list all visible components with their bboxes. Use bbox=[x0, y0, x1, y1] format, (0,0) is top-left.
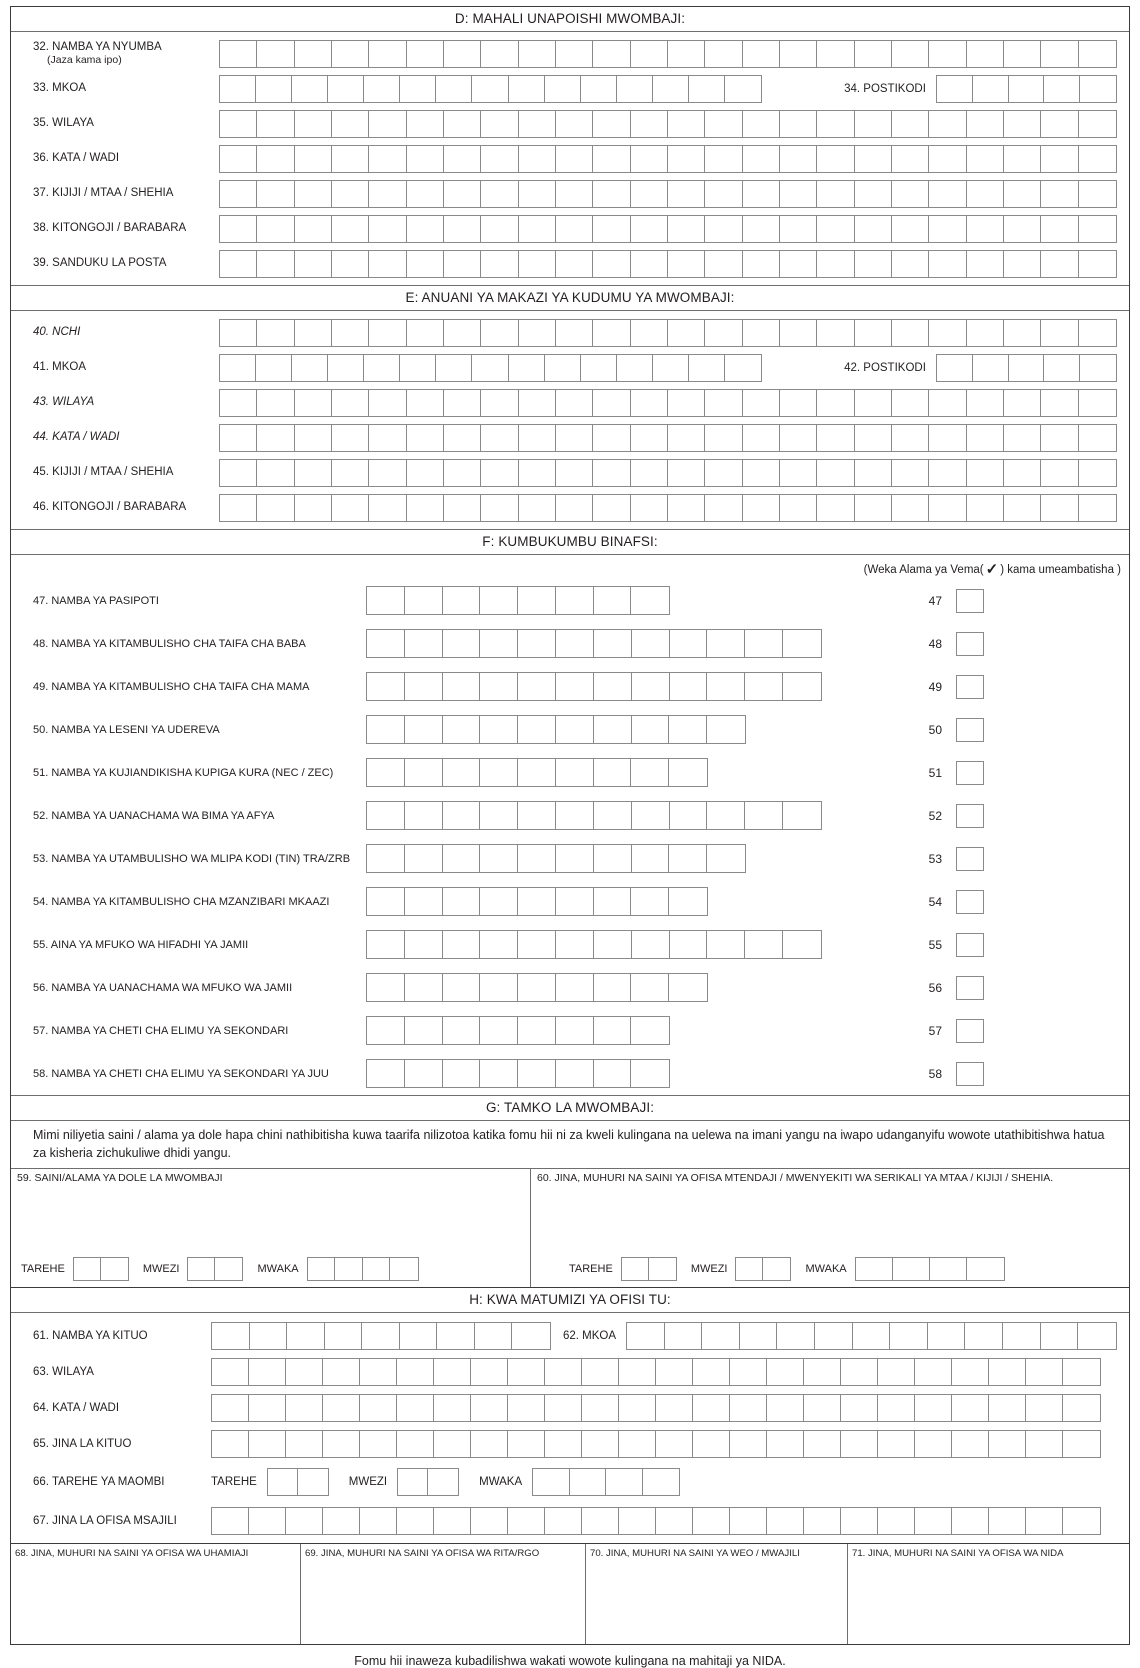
label-32 bbox=[11, 25, 219, 81]
input-grid-mwezi-66[interactable] bbox=[397, 1468, 459, 1496]
grid-wrap-51 bbox=[366, 758, 916, 787]
input-grid-mwaka-60[interactable] bbox=[855, 1257, 1005, 1281]
label-37: 37. KIJIJI / MTAA / SHEHIA bbox=[33, 187, 174, 200]
form-outer-border bbox=[10, 6, 1130, 1645]
label-43: 43. WILAYA bbox=[33, 396, 95, 409]
input-grid-65[interactable] bbox=[211, 1430, 1101, 1458]
attach-checkbox-56[interactable] bbox=[956, 976, 984, 1000]
field-row-37 bbox=[11, 178, 1117, 209]
field-row-47 bbox=[11, 579, 1129, 622]
attach-checkbox-52[interactable] bbox=[956, 804, 984, 828]
section-h-banner bbox=[11, 1288, 1129, 1313]
date-line-59 bbox=[21, 1257, 419, 1281]
signature-cell-60[interactable] bbox=[531, 1169, 1129, 1287]
field-row-38 bbox=[11, 213, 1117, 244]
input-grid-58[interactable] bbox=[366, 1059, 670, 1088]
field-row-40 bbox=[11, 317, 1117, 348]
grid-wrap-53 bbox=[366, 844, 916, 873]
row-number-48: 48 bbox=[928, 636, 942, 651]
input-grid-33[interactable] bbox=[219, 75, 762, 103]
input-grid-51[interactable] bbox=[366, 758, 708, 787]
check-mark-icon: ✓ bbox=[985, 561, 999, 578]
label-42-postikodi: 42. POSTIKODI bbox=[844, 361, 926, 374]
label-67: 67. JINA LA OFISA MSAJILI bbox=[33, 1514, 177, 1527]
officer-signature-quad bbox=[11, 1543, 1129, 1644]
field-row-43 bbox=[11, 387, 1117, 418]
row-number-54: 54 bbox=[928, 894, 942, 909]
input-grid-61[interactable] bbox=[211, 1322, 551, 1350]
input-grid-50[interactable] bbox=[366, 715, 746, 744]
input-grid-38[interactable] bbox=[219, 215, 1117, 243]
label-38: 38. KITONGOJI / BARABARA bbox=[33, 222, 187, 235]
label-mwezi-66: MWEZI bbox=[348, 1476, 388, 1489]
section-e-title: E: ANUANI YA MAKAZI YA KUDUMU YA MWOMBAJI: bbox=[405, 290, 735, 305]
label-60: 60. JINA, MUHURI NA SAINI YA OFISA MTENDAJI / MWENYEKITI WA SERIKALI YA MTAA / KIJIJI / SHEHIA. bbox=[537, 1172, 1054, 1185]
input-grid-37[interactable] bbox=[219, 180, 1117, 208]
section-g-banner bbox=[11, 1095, 1129, 1121]
label-45: 45. KIJIJI / MTAA / SHEHIA bbox=[33, 466, 174, 479]
input-grid-mwaka-66[interactable] bbox=[532, 1468, 680, 1496]
section-g-title: G: TAMKO LA MWOMBAJI: bbox=[485, 1100, 655, 1115]
input-grid-tarehe-60[interactable] bbox=[621, 1257, 677, 1281]
label-68: 68. JINA, MUHURI NA SAINI YA OFISA WA UHAMIAJI bbox=[15, 1548, 249, 1560]
date-line-60 bbox=[569, 1257, 1005, 1281]
label-53: 53. NAMBA YA UTAMBULISHO WA MLIPA KODI (TIN) TRA/ZRB bbox=[33, 852, 351, 865]
label-71: 71. JINA, MUHURI NA SAINI YA OFISA WA NIDA bbox=[852, 1548, 1064, 1560]
signature-cell-70[interactable] bbox=[586, 1544, 848, 1644]
label-mwezi-59: MWEZI bbox=[142, 1263, 180, 1276]
input-grid-44[interactable] bbox=[219, 424, 1117, 452]
label-55: 55. AINA YA MFUKO WA HIFADHI YA JAMII bbox=[33, 938, 249, 951]
label-59: 59. SAINI/ALAMA YA DOLE LA MWOMBAJI bbox=[17, 1172, 223, 1185]
field-row-48 bbox=[11, 622, 1129, 665]
field-row-50 bbox=[11, 708, 1129, 751]
input-grid-43[interactable] bbox=[219, 389, 1117, 417]
label-70: 70. JINA, MUHURI NA SAINI YA WEO / MWAJILI bbox=[590, 1548, 800, 1560]
label-39: 39. SANDUKU LA POSTA bbox=[33, 257, 167, 270]
row-number-55: 55 bbox=[928, 937, 942, 952]
signature-cell-69[interactable] bbox=[301, 1544, 586, 1644]
field-row-61 bbox=[11, 1319, 1117, 1352]
label-46: 46. KITONGOJI / BARABARA bbox=[33, 501, 187, 514]
input-grid-62[interactable] bbox=[626, 1322, 1117, 1350]
field-row-41 bbox=[11, 352, 1117, 383]
field-row-63 bbox=[11, 1355, 1117, 1388]
input-grid-40[interactable] bbox=[219, 319, 1117, 347]
label-33: 33. MKOA bbox=[33, 82, 87, 95]
input-grid-35[interactable] bbox=[219, 110, 1117, 138]
attach-checkbox-47[interactable] bbox=[956, 589, 984, 613]
input-grid-42[interactable] bbox=[936, 354, 1117, 382]
input-grid-57[interactable] bbox=[366, 1016, 670, 1045]
input-grid-64[interactable] bbox=[211, 1394, 1101, 1422]
input-grid-34[interactable] bbox=[936, 75, 1117, 103]
row-number-57: 57 bbox=[928, 1023, 942, 1038]
section-d-title: D: MAHALI UNAPOISHI MWOMBAJI: bbox=[454, 11, 686, 26]
row-number-53: 53 bbox=[928, 851, 942, 866]
grid-wrap-56 bbox=[366, 973, 916, 1002]
attach-checkbox-58[interactable] bbox=[956, 1062, 984, 1086]
section-e-body bbox=[11, 311, 1129, 529]
attach-checkbox-50[interactable] bbox=[956, 718, 984, 742]
field-row-51 bbox=[11, 751, 1129, 794]
grid-wrap-47 bbox=[366, 586, 916, 615]
field-row-46 bbox=[11, 492, 1117, 523]
label-48: 48. NAMBA YA KITAMBULISHO CHA TAIFA CHA BABA bbox=[33, 637, 306, 650]
label-57: 57. NAMBA YA CHETI CHA ELIMU YA SEKONDARI bbox=[33, 1024, 289, 1037]
grid-wrap-52 bbox=[366, 801, 916, 830]
input-grid-54[interactable] bbox=[366, 887, 708, 916]
field-row-64 bbox=[11, 1391, 1117, 1424]
field-row-32 bbox=[11, 38, 1117, 69]
section-h-title: H: KWA MATUMIZI YA OFISI TU: bbox=[469, 1292, 671, 1308]
label-tarehe-60: TAREHE bbox=[569, 1263, 613, 1276]
signature-block bbox=[11, 1169, 1129, 1288]
field-row-36 bbox=[11, 143, 1117, 174]
field-row-67 bbox=[11, 1504, 1117, 1537]
label-56: 56. NAMBA YA UANACHAMA WA MFUKO WA JAMII bbox=[33, 981, 293, 994]
field-row-35 bbox=[11, 108, 1117, 139]
field-row-54 bbox=[11, 880, 1129, 923]
input-grid-36[interactable] bbox=[219, 145, 1117, 173]
input-grid-63[interactable] bbox=[211, 1358, 1101, 1386]
input-grid-48[interactable] bbox=[366, 629, 822, 658]
label-34-postikodi: 34. POSTIKODI bbox=[844, 82, 926, 95]
label-64: 64. KATA / WADI bbox=[33, 1401, 120, 1414]
label-41: 41. MKOA bbox=[33, 361, 87, 374]
field-row-49 bbox=[11, 665, 1129, 708]
label-58: 58. NAMBA YA CHETI CHA ELIMU YA SEKONDARI YA JUU bbox=[33, 1067, 329, 1080]
grid-wrap-57 bbox=[366, 1016, 916, 1045]
input-grid-47[interactable] bbox=[366, 586, 670, 615]
section-f-title: F: KUMBUKUMBU BINAFSI: bbox=[482, 534, 658, 549]
label-61: 61. NAMBA YA KITUO bbox=[33, 1329, 148, 1342]
input-grid-32[interactable] bbox=[219, 40, 1117, 68]
label-mwezi-60: MWEZI bbox=[690, 1263, 728, 1276]
label-32-text: 32. NAMBA YA NYUMBA bbox=[33, 40, 162, 53]
field-row-52 bbox=[11, 794, 1129, 837]
section-e-banner bbox=[11, 285, 1129, 311]
label-47: 47. NAMBA YA PASIPOTI bbox=[33, 594, 159, 607]
field-row-65 bbox=[11, 1427, 1117, 1460]
attach-checkbox-51[interactable] bbox=[956, 761, 984, 785]
field-row-58 bbox=[11, 1052, 1129, 1095]
section-f-body bbox=[11, 579, 1129, 1095]
grid-wrap-58 bbox=[366, 1059, 916, 1088]
label-50: 50. NAMBA YA LESENI YA UDEREVA bbox=[33, 723, 220, 736]
input-grid-mwezi-60[interactable] bbox=[735, 1257, 791, 1281]
input-grid-46[interactable] bbox=[219, 494, 1117, 522]
section-h-body bbox=[11, 1313, 1129, 1543]
label-mwaka-59: MWAKA bbox=[257, 1263, 299, 1276]
signature-cell-59[interactable] bbox=[11, 1169, 531, 1287]
input-grid-mwezi-59[interactable] bbox=[187, 1257, 243, 1281]
label-35: 35. WILAYA bbox=[33, 117, 94, 130]
field-row-44 bbox=[11, 422, 1117, 453]
row-number-52: 52 bbox=[928, 808, 942, 823]
footer-note: Fomu hii inaweza kubadilishwa wakati wowote kulingana na mahitaji ya NIDA. bbox=[354, 1654, 786, 1668]
signature-cell-68[interactable] bbox=[11, 1544, 301, 1644]
field-row-53 bbox=[11, 837, 1129, 880]
input-grid-tarehe-66[interactable] bbox=[267, 1468, 329, 1496]
field-row-55 bbox=[11, 923, 1129, 966]
attach-checkbox-54[interactable] bbox=[956, 890, 984, 914]
label-mwaka-60: MWAKA bbox=[805, 1263, 847, 1276]
attach-checkbox-48[interactable] bbox=[956, 632, 984, 656]
row-number-50: 50 bbox=[928, 722, 942, 737]
label-44: 44. KATA / WADI bbox=[33, 431, 120, 444]
label-tarehe-66: TAREHE bbox=[211, 1476, 257, 1489]
label-62-mkoa: 62. MKOA bbox=[562, 1329, 616, 1342]
grid-wrap-55 bbox=[366, 930, 916, 959]
field-row-56 bbox=[11, 966, 1129, 1009]
input-grid-45[interactable] bbox=[219, 459, 1117, 487]
input-grid-tarehe-59[interactable] bbox=[73, 1257, 129, 1281]
attach-note-before: (Weka Alama ya Vema( bbox=[863, 564, 984, 576]
field-row-57 bbox=[11, 1009, 1129, 1052]
input-grid-52[interactable] bbox=[366, 801, 822, 830]
row-number-58: 58 bbox=[928, 1066, 942, 1081]
label-tarehe-59: TAREHE bbox=[21, 1263, 65, 1276]
section-d-body bbox=[11, 32, 1129, 285]
label-36: 36. KATA / WADI bbox=[33, 152, 120, 165]
label-49: 49. NAMBA YA KITAMBULISHO CHA TAIFA CHA MAMA bbox=[33, 680, 310, 693]
attach-checkbox-49[interactable] bbox=[956, 675, 984, 699]
label-69: 69. JINA, MUHURI NA SAINI YA OFISA WA RITA/RGO bbox=[305, 1548, 540, 1560]
field-row-45 bbox=[11, 457, 1117, 488]
label-65: 65. JINA LA KITUO bbox=[33, 1437, 132, 1450]
label-66: 66. TAREHE YA MAOMBI bbox=[33, 1476, 165, 1489]
row-number-47: 47 bbox=[928, 593, 942, 608]
attach-checkbox-55[interactable] bbox=[956, 933, 984, 957]
input-grid-49[interactable] bbox=[366, 672, 822, 701]
section-f-attach-note bbox=[11, 555, 1129, 579]
section-f-banner bbox=[11, 529, 1129, 555]
input-grid-67[interactable] bbox=[211, 1507, 1101, 1535]
attach-checkbox-57[interactable] bbox=[956, 1019, 984, 1043]
label-32-sub: (Jaza kama ipo) bbox=[47, 54, 122, 67]
input-grid-41[interactable] bbox=[219, 354, 762, 382]
row-number-51: 51 bbox=[928, 765, 942, 780]
label-54: 54. NAMBA YA KITAMBULISHO CHA MZANZIBARI MKAAZI bbox=[33, 895, 330, 908]
declaration-text: Mimi niliyetia saini / alama ya dole hapa chini nathibitisha kuwa taarifa nilizotoa katika fomu hii ni za kweli kulingana na uelewa na imani yangu na iwapo udanganyifu wowote utathibitishwa hatua za kisheria zichukuliwe dhidi yangu. bbox=[11, 1121, 1129, 1169]
field-row-39 bbox=[11, 248, 1117, 279]
grid-wrap-54 bbox=[366, 887, 916, 916]
input-grid-53[interactable] bbox=[366, 844, 746, 873]
row-number-49: 49 bbox=[928, 679, 942, 694]
row-number-56: 56 bbox=[928, 980, 942, 995]
attach-checkbox-53[interactable] bbox=[956, 847, 984, 871]
field-row-66 bbox=[11, 1463, 1117, 1501]
label-40: 40. NCHI bbox=[33, 326, 81, 339]
label-51: 51. NAMBA YA KUJIANDIKISHA KUPIGA KURA (NEC / ZEC) bbox=[33, 766, 334, 779]
input-grid-56[interactable] bbox=[366, 973, 708, 1002]
label-mwaka-66: MWAKA bbox=[479, 1476, 523, 1489]
grid-wrap-48 bbox=[366, 629, 916, 658]
grid-wrap-49 bbox=[366, 672, 916, 701]
grid-wrap-50 bbox=[366, 715, 916, 744]
label-52: 52. NAMBA YA UANACHAMA WA BIMA YA AFYA bbox=[33, 809, 275, 822]
attach-note-after: ) kama umeambatisha ) bbox=[1000, 564, 1121, 576]
input-grid-mwaka-59[interactable] bbox=[307, 1257, 419, 1281]
label-63: 63. WILAYA bbox=[33, 1365, 94, 1378]
signature-cell-71[interactable] bbox=[848, 1544, 1129, 1644]
input-grid-55[interactable] bbox=[366, 930, 822, 959]
input-grid-39[interactable] bbox=[219, 250, 1117, 278]
